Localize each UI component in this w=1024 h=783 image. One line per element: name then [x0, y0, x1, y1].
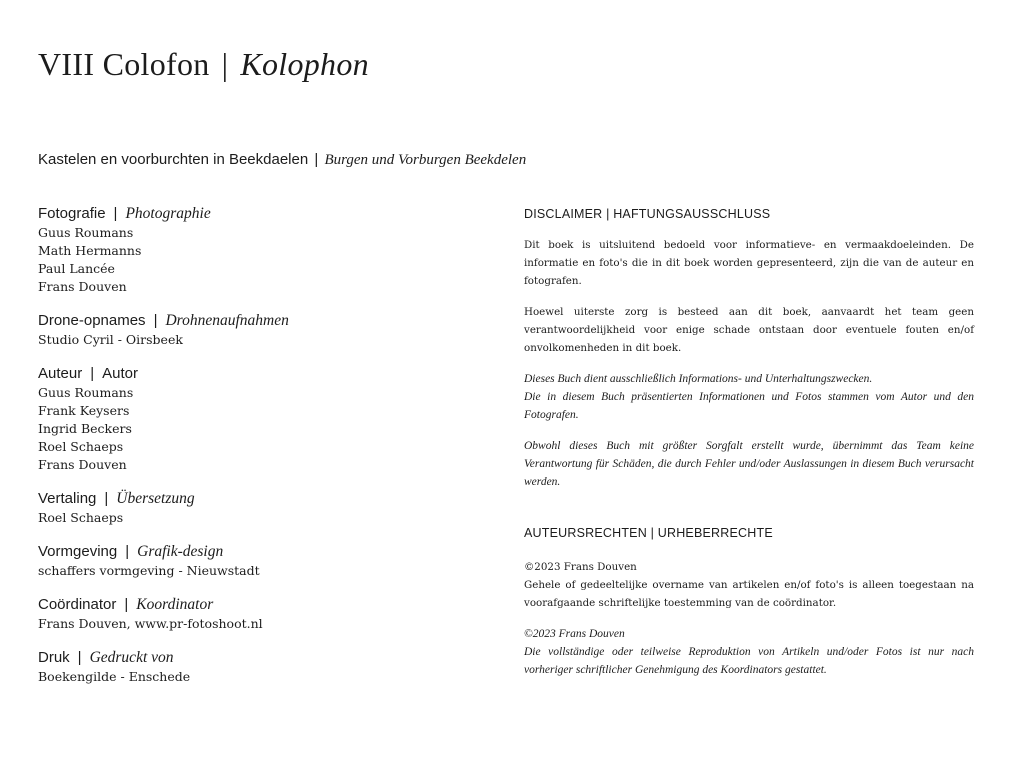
credit-heading-separator: | — [77, 649, 82, 666]
credit-coordinator — [38, 595, 478, 633]
credit-heading — [38, 489, 478, 509]
credit-heading-german: Übersetzung — [116, 490, 195, 507]
credit-name: Guus Roumans — [38, 225, 134, 240]
credit-heading-dutch: Druk — [38, 649, 70, 666]
credit-print — [38, 648, 478, 686]
credit-heading-separator: | — [90, 365, 95, 382]
book-title-separator: | — [314, 151, 319, 168]
credit-name: Frans Douven, www.pr-fotoshoot.nl — [38, 616, 263, 631]
credit-heading-dutch: Coördinator — [38, 596, 117, 613]
credit-heading — [38, 311, 478, 331]
disclaimer-dutch-paragraph-1: Dit boek is uitsluitend bedoeld voor informatieve- en vermaakdoeleinden. De informatie en foto's die in dit boek worden gepresenteerd, zijn die van de auteur en fotografen. — [524, 239, 974, 287]
credit-heading-separator: | — [124, 596, 129, 613]
credit-author — [38, 364, 478, 474]
credit-heading — [38, 542, 478, 562]
credit-name: Roel Schaeps — [38, 439, 124, 454]
credit-heading — [38, 204, 478, 224]
credit-heading-separator: | — [113, 205, 118, 222]
credit-heading-german: Drohnenaufnahmen — [165, 312, 289, 329]
credit-name: Paul Lancée — [38, 261, 115, 276]
credits-column — [38, 204, 478, 701]
title-separator: | — [221, 46, 229, 82]
credit-heading — [38, 648, 478, 668]
credit-heading-separator: | — [104, 490, 109, 507]
credit-name: Frans Douven — [38, 457, 127, 472]
credit-name: Roel Schaeps — [38, 510, 124, 525]
credit-design — [38, 542, 478, 580]
credit-name: Frank Keysers — [38, 403, 130, 418]
credit-heading-dutch: Fotografie — [38, 205, 106, 222]
credit-heading-german: Photographie — [125, 205, 211, 222]
credit-heading-separator: | — [153, 312, 158, 329]
credit-name: schaffers vormgeving - Nieuwstadt — [38, 563, 260, 578]
disclaimer-dutch-paragraph-2: Hoewel uiterste zorg is besteed aan dit boek, aanvaardt het team geen verantwoordelijkheid voor enige schade ontstaan door eventuele fouten en/of onvolkomenheden in dit boek. — [524, 306, 974, 354]
credit-heading-separator: | — [125, 543, 130, 560]
credit-name: Ingrid Beckers — [38, 421, 132, 436]
page-title — [38, 44, 369, 84]
copyright-heading: AUTEURSRECHTEN | URHEBERRECHTE — [524, 526, 773, 540]
legal-column — [524, 205, 974, 679]
credit-heading-dutch: Vormgeving — [38, 543, 118, 560]
credit-heading-german: Grafik-design — [137, 543, 224, 560]
disclaimer-german-paragraph-1a: Dieses Buch dient ausschließlich Informations- und Unterhaltungszwecken. — [524, 373, 873, 385]
disclaimer-heading: DISCLAIMER | HAFTUNGSAUSSCHLUSS — [524, 207, 771, 221]
copyright-german-owner: ©2023 Frans Douven — [524, 628, 625, 640]
credit-heading-dutch: Drone-opnames — [38, 312, 146, 329]
credit-heading — [38, 364, 478, 384]
disclaimer-german-paragraph-1b: Die in diesem Buch präsentierten Informationen und Fotos stammen vom Autor und den Fotografen. — [524, 391, 974, 421]
credit-heading-dutch: Vertaling — [38, 490, 97, 507]
credit-translation — [38, 489, 478, 527]
book-title — [38, 150, 526, 170]
credit-photography — [38, 204, 478, 296]
credit-drone — [38, 311, 478, 349]
title-german: Kolophon — [240, 46, 369, 82]
credit-name: Studio Cyril - Oirsbeek — [38, 332, 183, 347]
credit-name: Frans Douven — [38, 279, 127, 294]
chapter-numeral: VIII — [38, 46, 95, 82]
credit-name: Guus Roumans — [38, 385, 134, 400]
credit-heading — [38, 595, 478, 615]
copyright-dutch-owner: ©2023 Frans Douven — [524, 561, 637, 573]
title-dutch: Colofon — [102, 46, 210, 82]
credit-heading-german: Gedruckt von — [89, 649, 174, 666]
disclaimer-german-paragraph-2: Obwohl dieses Buch mit größter Sorgfalt erstellt wurde, übernimmt das Team keine Verantwortung für Schäden, die durch Fehler und/oder Auslassungen in diesem Buch verursacht werden. — [524, 440, 974, 488]
credit-name: Boekengilde - Enschede — [38, 669, 191, 684]
credit-name: Math Hermanns — [38, 243, 142, 258]
copyright-german-text: Die vollständige oder teilweise Reproduktion von Artikeln und/oder Fotos ist nur nach vorheriger schriftlicher Genehmigung des Koordinators gestattet. — [524, 646, 974, 676]
book-title-german: Burgen und Vorburgen Beekdelen — [324, 152, 527, 168]
credit-heading-german: Autor — [102, 365, 138, 382]
copyright-dutch-text: Gehele of gedeeltelijke overname van artikelen en/of foto's is alleen toegestaan na voorafgaande schriftelijke toestemming van de coördinator. — [524, 579, 974, 609]
credit-heading-german: Koordinator — [136, 596, 214, 613]
book-title-dutch: Kastelen en voorburchten in Beekdaelen — [38, 151, 309, 168]
credit-heading-dutch: Auteur — [38, 365, 83, 382]
